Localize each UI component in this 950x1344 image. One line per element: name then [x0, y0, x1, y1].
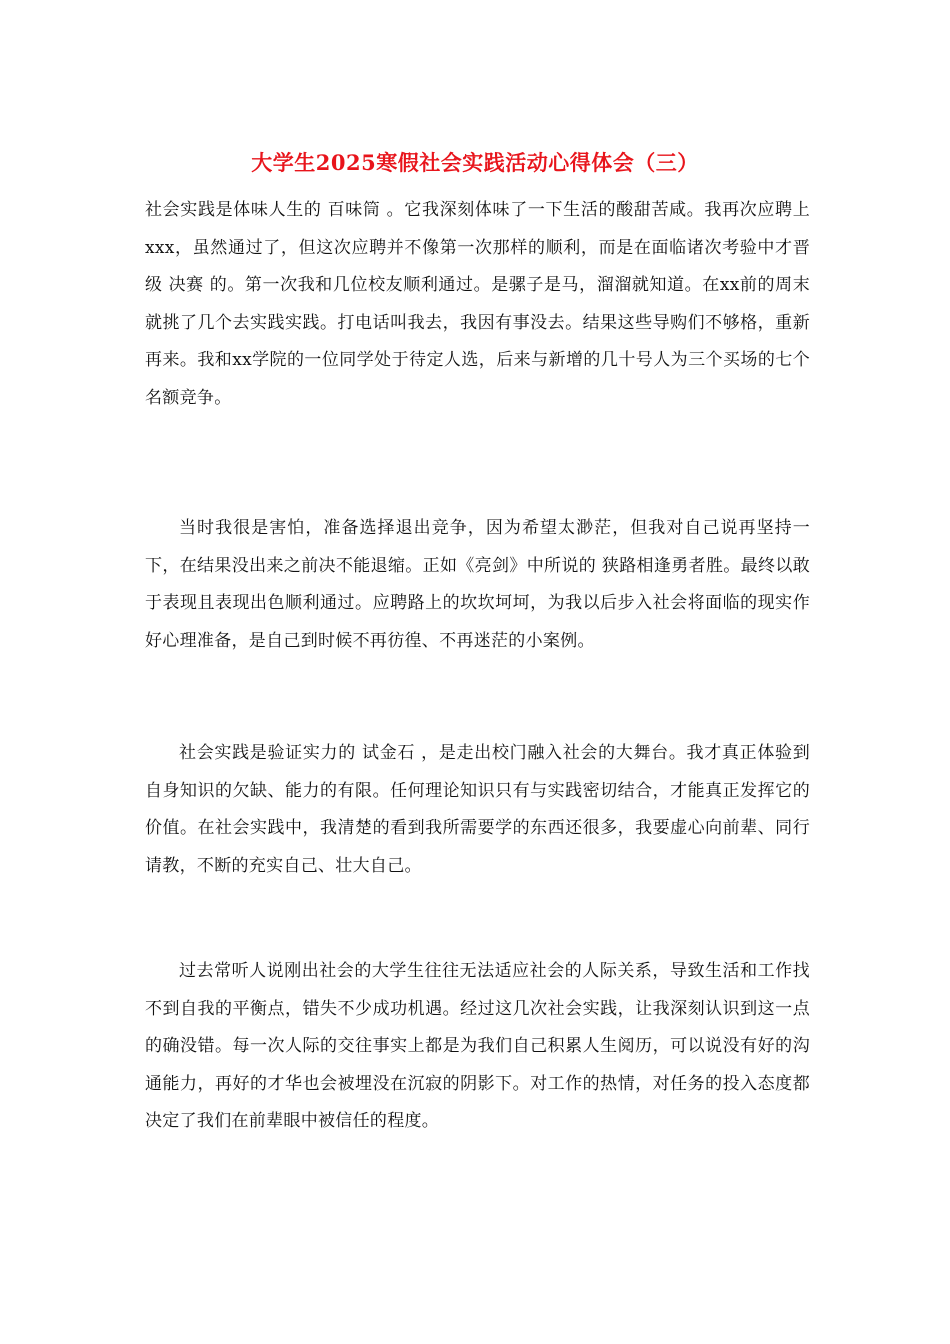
- paragraph-1: 社会实践是体味人生的 百味筒 。它我深刻体味了一下生活的酸甜苦咸。我再次应聘上xxx，虽然通过了，但这次应聘并不像第一次那样的顺利，而是在面临诸次考验中才晋级 决赛 的。第一次我和几位校友顺利通过。是骡子是马，溜溜就知道。在xx前的周末就挑了几个去实践实践。打电话叫我去，我因有事没去。结果这些导购们不够格，重新再来。我和xx学院的一位同学处于待定人选，后来与新增的几十号人为三个买场的七个名额竞争。: [145, 200, 810, 408]
- paragraph-3: 社会实践是验证实力的 试金石 ，是走出校门融入社会的大舞台。我才真正体验到自身知识的欠缺、能力的有限。任何理论知识只有与实践密切结合，才能真正发挥它的价值。在社会实践中，我清楚的看到我所需要学的东西还很多，我要虚心向前辈、同行请教，不断的充实自己、壮大自己。: [145, 743, 810, 876]
- paragraph-4: 过去常听人说刚出社会的大学生往往无法适应社会的人际关系，导致生活和工作找不到自我的平衡点，错失不少成功机遇。经过这几次社会实践，让我深刻认识到这一点的确没错。每一次人际的交往事实上都是为我们自己积累人生阅历，可以说没有好的沟通能力，再好的才华也会被埋没在沉寂的阴影下。对工作的热情，对任务的投入态度都决定了我们在前辈眼中被信任的程度。: [145, 961, 810, 1131]
- paragraph-2: 当时我很是害怕，准备选择退出竞争，因为希望太渺茫，但我对自己说再坚持一下，在结果没出来之前决不能退缩。正如《亮剑》中所说的 狭路相逢勇者胜。最终以敢于表现且表现出色顺利通过。应聘路上的坎坎坷坷，为我以后步入社会将面临的现实作好心理准备，是自己到时候不再彷徨、不再迷茫的小案例。: [145, 518, 810, 651]
- document-title: 大学生2025寒假社会实践活动心得体会（三）: [251, 150, 699, 175]
